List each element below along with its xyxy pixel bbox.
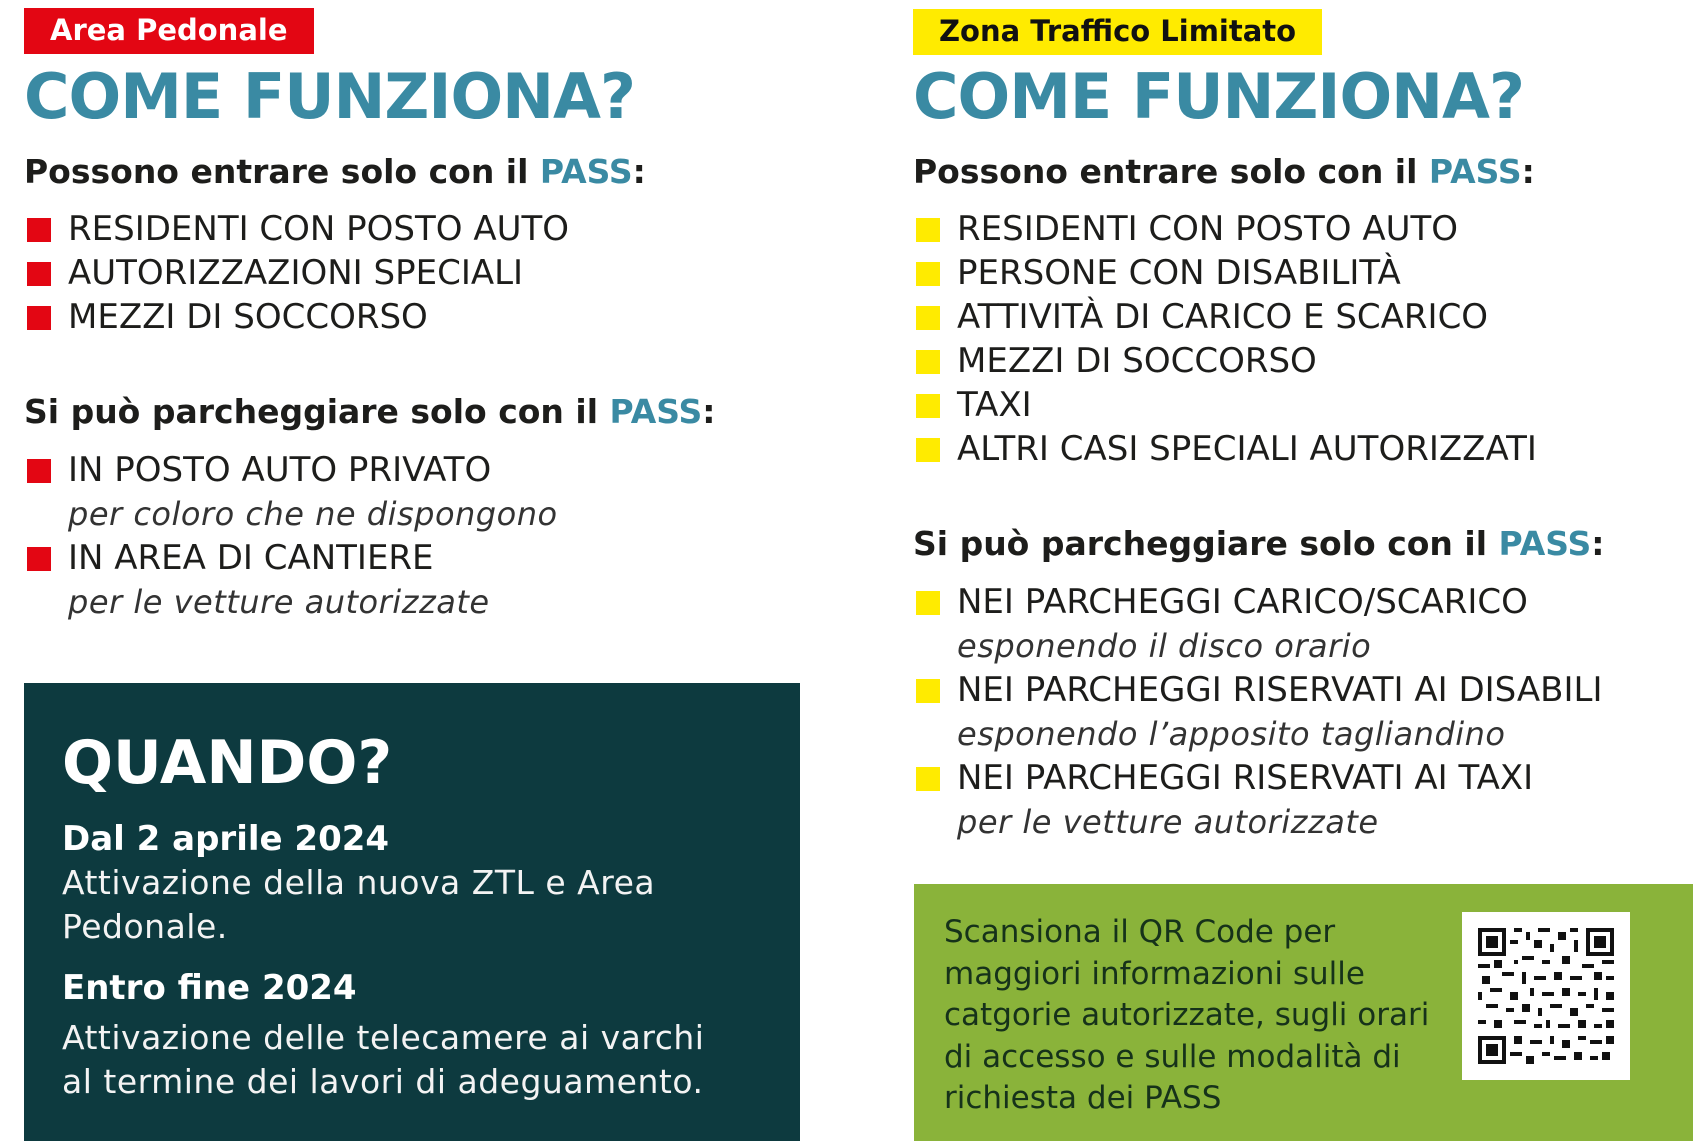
list-item — [24, 207, 804, 251]
right-parking-heading-text: Si può parcheggiare solo con il — [913, 524, 1499, 563]
list-item-label: MEZZI DI SOCCORSO — [68, 297, 428, 337]
red-square-bullet — [27, 459, 51, 483]
yellow-square-bullet — [916, 394, 940, 418]
area-pedonale-badge: Area Pedonale — [24, 8, 314, 54]
qr-code-icon[interactable] — [1462, 912, 1630, 1080]
list-item — [913, 580, 1673, 668]
list-item — [913, 427, 1673, 471]
left-entry-heading-pass: PASS — [539, 152, 633, 191]
list-item-label: NEI PARCHEGGI CARICO/SCARICO — [957, 582, 1528, 622]
left-title: COME FUNZIONA? — [24, 60, 635, 133]
list-item-label: AUTORIZZAZIONI SPECIALI — [68, 253, 524, 293]
left-parking-heading-text: Si può parcheggiare solo con il — [24, 392, 610, 431]
yellow-square-bullet — [916, 306, 940, 330]
list-item-label: RESIDENTI CON POSTO AUTO — [68, 209, 570, 249]
right-parking-heading — [913, 524, 1673, 563]
qr-info-panel — [914, 884, 1693, 1141]
left-parking-list — [24, 448, 804, 624]
left-entry-heading-colon: : — [632, 152, 646, 191]
list-item-label: RESIDENTI CON POSTO AUTO — [957, 209, 1459, 249]
area-pedonale-section — [24, 0, 804, 624]
red-square-bullet — [27, 547, 51, 571]
left-parking-heading — [24, 392, 804, 431]
list-item-note: esponendo l’apposito tagliandino — [957, 715, 1506, 753]
left-parking-heading-pass: PASS — [609, 392, 703, 431]
list-item-label: NEI PARCHEGGI RISERVATI AI DISABILI — [957, 670, 1603, 710]
list-item-label: IN POSTO AUTO PRIVATO — [68, 450, 492, 490]
left-entry-heading — [24, 152, 804, 191]
yellow-square-bullet — [916, 438, 940, 462]
right-entry-heading-colon: : — [1521, 152, 1535, 191]
list-item-note: per le vetture autorizzate — [957, 803, 1379, 841]
list-item-label: MEZZI DI SOCCORSO — [957, 341, 1317, 381]
left-entry-heading-text: Possono entrare solo con il — [24, 152, 540, 191]
first-date: Dal 2 aprile 2024 — [62, 819, 390, 859]
right-parking-heading-pass: PASS — [1498, 524, 1592, 563]
second-date-text: Attivazione delle telecamere ai varchi al termine dei lavori di adeguamento. — [62, 1018, 705, 1101]
list-item-label: TAXI — [957, 385, 1032, 425]
list-item — [24, 251, 804, 295]
list-item-label: NEI PARCHEGGI RISERVATI AI TAXI — [957, 758, 1534, 798]
list-item — [913, 383, 1673, 427]
second-date: Entro fine 2024 — [62, 968, 357, 1008]
list-item-note: esponendo il disco orario — [957, 627, 1372, 665]
right-entry-heading-text: Possono entrare solo con il — [913, 152, 1429, 191]
red-square-bullet — [27, 218, 51, 242]
list-item — [913, 207, 1673, 251]
red-square-bullet — [27, 306, 51, 330]
right-entry-heading-pass: PASS — [1428, 152, 1522, 191]
ztl-badge: Zona Traffico Limitato — [913, 9, 1322, 55]
list-item — [913, 295, 1673, 339]
list-item-note: per le vetture autorizzate — [68, 583, 490, 621]
qr-info-text: Scansiona il QR Code per maggiori informazioni sulle catgorie autorizzate, sugli orari di accesso e sulle modalità di richiesta dei PASS — [944, 914, 1430, 1116]
right-entry-list — [913, 207, 1673, 471]
yellow-square-bullet — [916, 262, 940, 286]
yellow-square-bullet — [916, 350, 940, 374]
list-item-label: PERSONE CON DISABILITÀ — [957, 253, 1401, 293]
list-item — [913, 339, 1673, 383]
first-date-text: Attivazione della nuova ZTL e Area Pedonale. — [62, 863, 656, 946]
right-entry-heading — [913, 152, 1673, 191]
list-item-note: per coloro che ne dispongono — [68, 495, 558, 533]
quando-title: QUANDO? — [62, 728, 393, 798]
yellow-square-bullet — [916, 767, 940, 791]
list-item — [913, 756, 1673, 844]
right-parking-heading-colon: : — [1591, 524, 1605, 563]
list-item — [24, 536, 804, 624]
red-square-bullet — [27, 262, 51, 286]
list-item — [913, 668, 1673, 756]
quando-panel — [24, 683, 800, 1141]
qr-code-graphic — [1478, 928, 1614, 1064]
right-parking-list — [913, 580, 1673, 844]
yellow-square-bullet — [916, 218, 940, 242]
list-item-label: ALTRI CASI SPECIALI AUTORIZZATI — [957, 429, 1537, 469]
yellow-square-bullet — [916, 591, 940, 615]
list-item-label: ATTIVITÀ DI CARICO E SCARICO — [957, 297, 1489, 337]
list-item — [24, 448, 804, 536]
ztl-section — [913, 0, 1673, 844]
right-title: COME FUNZIONA? — [913, 60, 1524, 133]
list-item-label: IN AREA DI CANTIERE — [68, 538, 434, 578]
left-entry-list — [24, 207, 804, 339]
yellow-square-bullet — [916, 679, 940, 703]
list-item — [24, 295, 804, 339]
list-item — [913, 251, 1673, 295]
left-parking-heading-colon: : — [702, 392, 716, 431]
